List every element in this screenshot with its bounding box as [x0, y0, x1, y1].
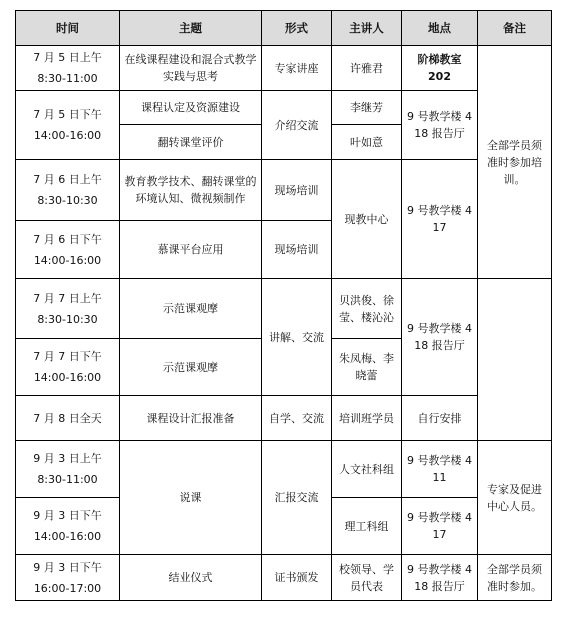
time-cell: 7 月 5 日上午 8:30-11:00 [16, 46, 120, 91]
header-speaker: 主讲人 [332, 11, 402, 46]
topic-cell: 说课 [120, 441, 262, 555]
header-time: 时间 [16, 11, 120, 46]
table-row [16, 555, 552, 601]
time-cell: 9 月 3 日上午 8:30-11:00 [16, 441, 120, 498]
place-cell: 9 号教学楼 418 报告厅 [402, 555, 478, 601]
form-cell: 专家讲座 [262, 46, 332, 91]
table-row [16, 441, 552, 498]
place-cell: 9 号教学楼 418 报告厅 [402, 91, 478, 160]
topic-cell: 课程认定及资源建设 [120, 91, 262, 125]
place-cell: 9 号教学楼 417 [402, 160, 478, 279]
topic-cell: 示范课观摩 [120, 339, 262, 396]
note-cell [478, 279, 552, 441]
speaker-cell: 许雅君 [332, 46, 402, 91]
form-cell: 介绍交流 [262, 91, 332, 160]
speaker-cell: 贝洪俊、徐莹、楼沁沁 [332, 279, 402, 339]
topic-cell: 慕课平台应用 [120, 221, 262, 279]
time-cell: 7 月 6 日下午 14:00-16:00 [16, 221, 120, 279]
time-cell: 7 月 7 日下午 14:00-16:00 [16, 339, 120, 396]
speaker-cell: 人文社科组 [332, 441, 402, 498]
form-cell: 现场培训 [262, 160, 332, 221]
speaker-cell: 培训班学员 [332, 396, 402, 441]
form-cell: 讲解、交流 [262, 279, 332, 396]
header-note: 备注 [478, 11, 552, 46]
speaker-cell: 李继芳 [332, 91, 402, 125]
speaker-cell: 理工科组 [332, 498, 402, 555]
topic-cell: 课程设计汇报准备 [120, 396, 262, 441]
header-topic: 主题 [120, 11, 262, 46]
topic-cell: 示范课观摩 [120, 279, 262, 339]
table-row [16, 396, 552, 441]
form-cell: 汇报交流 [262, 441, 332, 555]
header-row [16, 11, 552, 46]
time-cell: 9 月 3 日下午 14:00-16:00 [16, 498, 120, 555]
place-cell: 自行安排 [402, 396, 478, 441]
topic-cell: 结业仪式 [120, 555, 262, 601]
speaker-cell: 朱凤梅、李晓蕾 [332, 339, 402, 396]
schedule-document [15, 10, 552, 601]
table-row [16, 279, 552, 339]
time-cell: 7 月 8 日全天 [16, 396, 120, 441]
form-cell: 证书颁发 [262, 555, 332, 601]
speaker-cell: 叶如意 [332, 125, 402, 160]
note-cell: 全部学员须准时参加培训。 [478, 46, 552, 279]
place-cell: 9 号教学楼 418 报告厅 [402, 279, 478, 396]
form-cell: 现场培训 [262, 221, 332, 279]
place-cell: 9 号教学楼 411 [402, 441, 478, 498]
topic-cell: 翻转课堂评价 [120, 125, 262, 160]
note-cell: 专家及促进中心人员。 [478, 441, 552, 555]
schedule-table [15, 10, 552, 601]
place-cell: 9 号教学楼 417 [402, 498, 478, 555]
time-cell: 7 月 7 日上午 8:30-10:30 [16, 279, 120, 339]
table-row [16, 160, 552, 221]
time-cell: 7 月 6 日上午 8:30-10:30 [16, 160, 120, 221]
speaker-cell: 校领导、学员代表 [332, 555, 402, 601]
time-cell: 7 月 5 日下午 14:00-16:00 [16, 91, 120, 160]
speaker-cell: 现教中心 [332, 160, 402, 279]
time-cell: 9 月 3 日下午 16:00-17:00 [16, 555, 120, 601]
topic-cell: 在线课程建设和混合式教学实践与思考 [120, 46, 262, 91]
table-row [16, 91, 552, 125]
header-place: 地点 [402, 11, 478, 46]
table-row [16, 46, 552, 91]
topic-cell: 教育教学技术、翻转课堂的环境认知、微视频制作 [120, 160, 262, 221]
note-cell: 全部学员须准时参加。 [478, 555, 552, 601]
place-cell: 阶梯教室 202 [402, 46, 478, 91]
header-form: 形式 [262, 11, 332, 46]
form-cell: 自学、交流 [262, 396, 332, 441]
